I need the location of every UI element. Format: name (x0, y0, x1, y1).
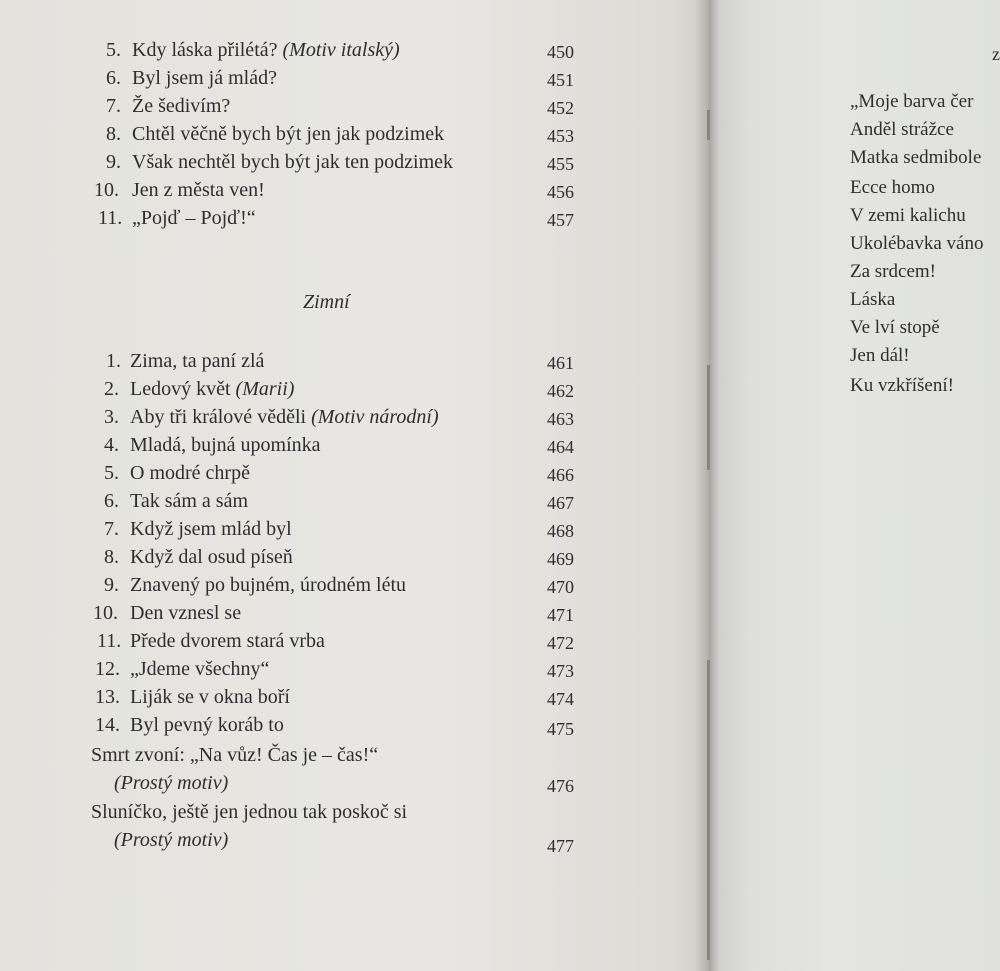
entry-title: Byl pevný koráb to (130, 714, 284, 736)
entry-page: 470 (547, 577, 574, 597)
entry-number: 14. (95, 714, 120, 736)
entry-note: (Prostý motiv) (114, 772, 229, 794)
entry-page: 473 (547, 661, 574, 681)
entry-number: 5. (104, 462, 119, 484)
entry-number: 6. (104, 490, 119, 512)
right-entry: V zemi kalichu (850, 205, 966, 226)
entry-title: Přede dvorem stará vrba (130, 630, 325, 652)
entry-number: 3. (104, 406, 119, 428)
entry-number: 11. (97, 630, 122, 652)
right-page-corner-letter: z (992, 44, 1000, 64)
right-entry: Ku vzkříšení! (850, 375, 954, 396)
entry-page: 451 (547, 70, 574, 90)
right-entry: Láska (850, 289, 896, 310)
right-entry: Anděl strážce (850, 119, 954, 140)
entry-page: 477 (547, 836, 574, 856)
entry-title: Smrt zvoní: „Na vůz! Čas je – čas!“ (91, 744, 379, 766)
entry-page: 467 (547, 493, 574, 513)
entry-note: (Prostý motiv) (114, 829, 229, 851)
entry-page: 456 (547, 182, 574, 202)
entry-title: Sluníčko, ještě jen jednou tak poskoč si (91, 801, 408, 823)
entry-title: Jen z města ven! (132, 179, 265, 201)
entry-number: 12. (95, 658, 120, 680)
entry-number: 10. (94, 179, 119, 201)
entry-page: 462 (547, 381, 574, 401)
entry-number: 10. (93, 602, 118, 624)
entry-title: Aby tři králové věděli (Motiv národní) (130, 406, 439, 428)
entry-title: Liják se v okna boří (130, 686, 290, 708)
entry-title: Že šedivím? (132, 95, 231, 117)
right-entry: „Moje barva čer (850, 91, 974, 112)
entry-page: 474 (547, 689, 574, 709)
entry-title: Zima, ta paní zlá (130, 350, 265, 372)
entry-page: 453 (547, 126, 574, 146)
entry-page: 464 (547, 437, 574, 457)
entry-page: 466 (547, 465, 574, 485)
right-entry: Ukolébavka váno (850, 233, 984, 254)
entry-title: „Pojď – Pojď!“ (132, 207, 256, 229)
entry-title: Mladá, bujná upomínka (130, 434, 321, 456)
section-heading-winter: Zimní (303, 291, 350, 313)
entry-title: O modré chrpě (130, 462, 250, 484)
entry-title: Když jsem mlád byl (130, 518, 292, 540)
right-entry: Ve lví stopě (850, 317, 940, 338)
entry-page: 476 (547, 776, 574, 796)
right-entry: Ecce homo (850, 177, 935, 198)
entry-number: 4. (104, 434, 119, 456)
entry-page: 461 (547, 353, 574, 373)
entry-page: 457 (547, 210, 574, 230)
entry-page: 455 (547, 154, 574, 174)
entry-page: 472 (547, 633, 574, 653)
entry-page: 468 (547, 521, 574, 541)
right-entry: Matka sedmibole (850, 147, 982, 168)
entry-page: 469 (547, 549, 574, 569)
entry-number: 13. (95, 686, 120, 708)
entry-number: 9. (104, 574, 119, 596)
entry-title: Když dal osud píseň (130, 546, 293, 568)
right-entry: Jen dál! (850, 345, 910, 366)
binding-stitch (707, 660, 710, 960)
entry-title: Tak sám a sám (130, 490, 249, 512)
entry-number: 8. (106, 123, 121, 145)
binding-stitch (707, 365, 710, 470)
entry-number: 7. (104, 518, 119, 540)
entry-page: 452 (547, 98, 574, 118)
entry-number: 8. (104, 546, 119, 568)
entry-title: Chtěl věčně bych být jen jak podzimek (132, 123, 445, 145)
entry-number: 11. (98, 207, 123, 229)
binding-stitch (707, 110, 710, 140)
entry-number: 6. (106, 67, 121, 89)
entry-page: 471 (547, 605, 574, 625)
entry-number: 2. (104, 378, 119, 400)
entry-title: Den vznesl se (130, 602, 242, 624)
right-entry: Za srdcem! (850, 261, 936, 282)
entry-title: Kdy láska přilétá? (Motiv italský) (132, 39, 400, 61)
entry-page: 475 (547, 719, 574, 739)
entry-page: 450 (547, 42, 574, 62)
entry-title: Ledový květ (Marii) (130, 378, 295, 400)
entry-number: 7. (106, 95, 121, 117)
entry-title: Však nechtěl bych být jak ten podzimek (132, 151, 454, 173)
entry-number: 5. (106, 39, 121, 61)
entry-title: Znavený po bujném, úrodném létu (130, 574, 407, 596)
entry-number: 9. (106, 151, 121, 173)
entry-title: Byl jsem já mlád? (132, 67, 277, 89)
entry-number: 1. (106, 350, 121, 372)
entry-page: 463 (547, 409, 574, 429)
entry-title: „Jdeme všechny“ (130, 658, 270, 680)
